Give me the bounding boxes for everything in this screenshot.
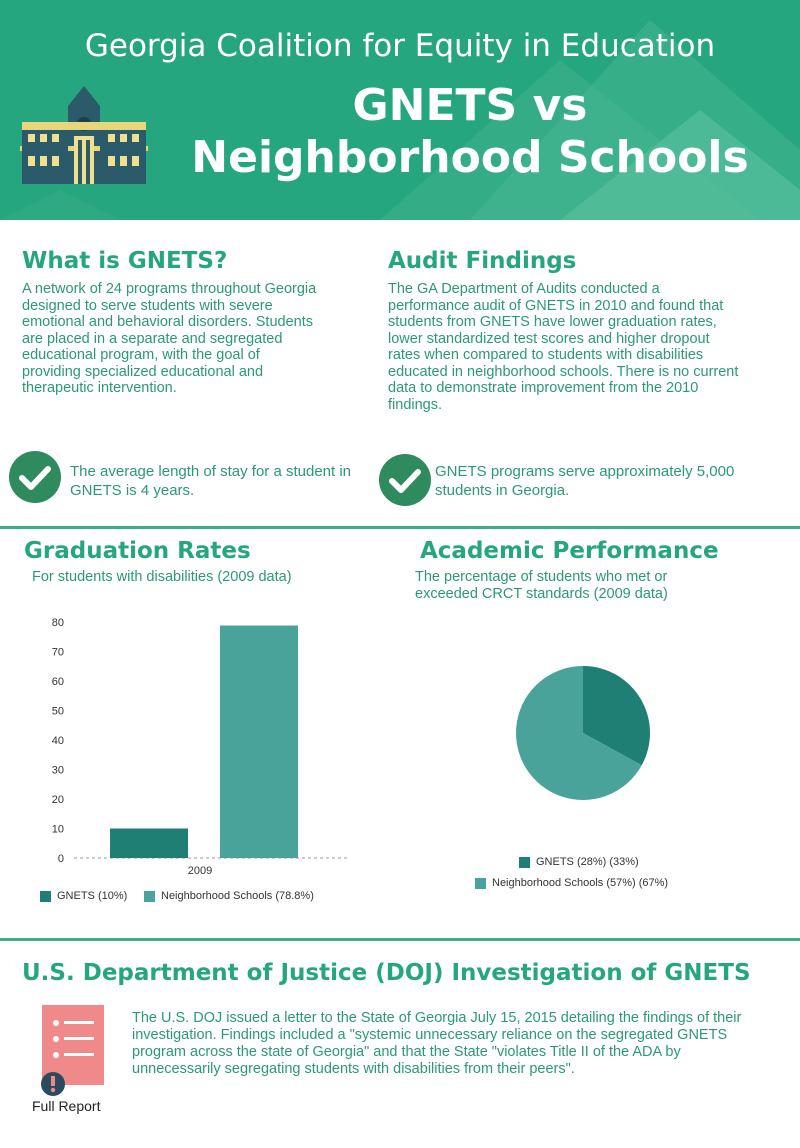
school-building-icon: [18, 84, 150, 184]
legend-swatch: [519, 857, 530, 868]
bar-legend-neighborhood: [144, 890, 314, 902]
graduation-rates-subtitle: For students with disabilities (2009 data): [32, 569, 292, 585]
bar-neighborhood: [220, 626, 298, 858]
y-tick-label: 70: [51, 646, 64, 659]
report-document-icon[interactable]: [36, 1005, 106, 1099]
legend-label: Neighborhood Schools (78.8%): [161, 890, 314, 902]
academic-performance-title: Academic Performance: [420, 538, 719, 564]
academic-performance-subtitle: The percentage of students who met or exceeded CRCT standards (2009 data): [415, 569, 668, 602]
section-divider: [0, 526, 800, 529]
page-title-line1: GNETS vs: [352, 80, 588, 131]
y-tick-label: 10: [51, 823, 64, 836]
academic-pie-chart: [510, 660, 656, 806]
full-report-link[interactable]: Full Report: [32, 1098, 101, 1114]
graduation-bar-chart: [30, 610, 360, 880]
legend-label: GNETS (28%) (33%): [536, 856, 639, 868]
check-icon: [378, 450, 432, 510]
what-is-gnets-title: What is GNETS?: [22, 248, 228, 274]
header-banner: [0, 0, 800, 220]
graduation-rates-title: Graduation Rates: [24, 538, 251, 564]
legend-label: GNETS (10%): [57, 890, 128, 902]
y-tick-label: 0: [57, 853, 64, 865]
y-tick-label: 20: [51, 794, 64, 806]
legend-swatch: [144, 891, 155, 902]
pie-legend-neighborhood: [475, 877, 668, 889]
pie-legend-gnets: [519, 856, 639, 868]
length-of-stay-fact: The average length of stay for a student in GNETS is 4 years.: [70, 463, 352, 499]
y-tick-label: 80: [51, 617, 64, 629]
audit-findings-text: The GA Department of Audits conducted a performance audit of GNETS in 2010 and found that students from GNETS have lower graduation rates, lower standardized test scores and higher dropout rates when compared to students with disabilities educated in neighborhood schools. There is no current data to demonstrate improvement from the 2010 findings.: [388, 281, 739, 413]
legend-swatch: [40, 891, 51, 902]
y-tick-label: 50: [51, 705, 64, 718]
y-tick-label: 30: [51, 764, 64, 777]
doj-title: U.S. Department of Justice (DOJ) Investigation of GNETS: [22, 960, 751, 986]
audit-findings-title: Audit Findings: [388, 248, 577, 274]
legend-label: Neighborhood Schools (57%) (67%): [492, 877, 669, 889]
page-title-line2: Neighborhood Schools: [191, 132, 749, 183]
check-icon: [8, 447, 62, 507]
y-tick-label: 40: [51, 735, 64, 747]
section-divider: [0, 938, 800, 941]
legend-swatch: [475, 878, 486, 889]
what-is-gnets-text: A network of 24 programs throughout Georgia designed to serve students with severe emotional and behavioral disorders. Students are placed in a separate and segregated educational program, with the goal of providing specialized educational and therapeutic intervention.: [22, 281, 317, 396]
doj-text: The U.S. DOJ issued a letter to the State of Georgia July 15, 2015 detailing the findings of their investigation. Findings included a "systemic unnecessary reliance on the segregated GNETS program across the state of Georgia" and that the State "violates Title II of the ADA by unnecessarily segregating students with disabilities from their peers".: [132, 1010, 742, 1077]
page-title: [140, 80, 800, 184]
students-served-fact: GNETS programs serve approximately 5,000 students in Georgia.: [435, 463, 735, 499]
bar-gnets: [110, 829, 188, 859]
org-title: Georgia Coalition for Equity in Education: [84, 28, 716, 64]
y-tick-label: 60: [51, 676, 64, 688]
x-tick-label: 2009: [187, 865, 213, 877]
bar-legend-gnets: [40, 890, 127, 902]
